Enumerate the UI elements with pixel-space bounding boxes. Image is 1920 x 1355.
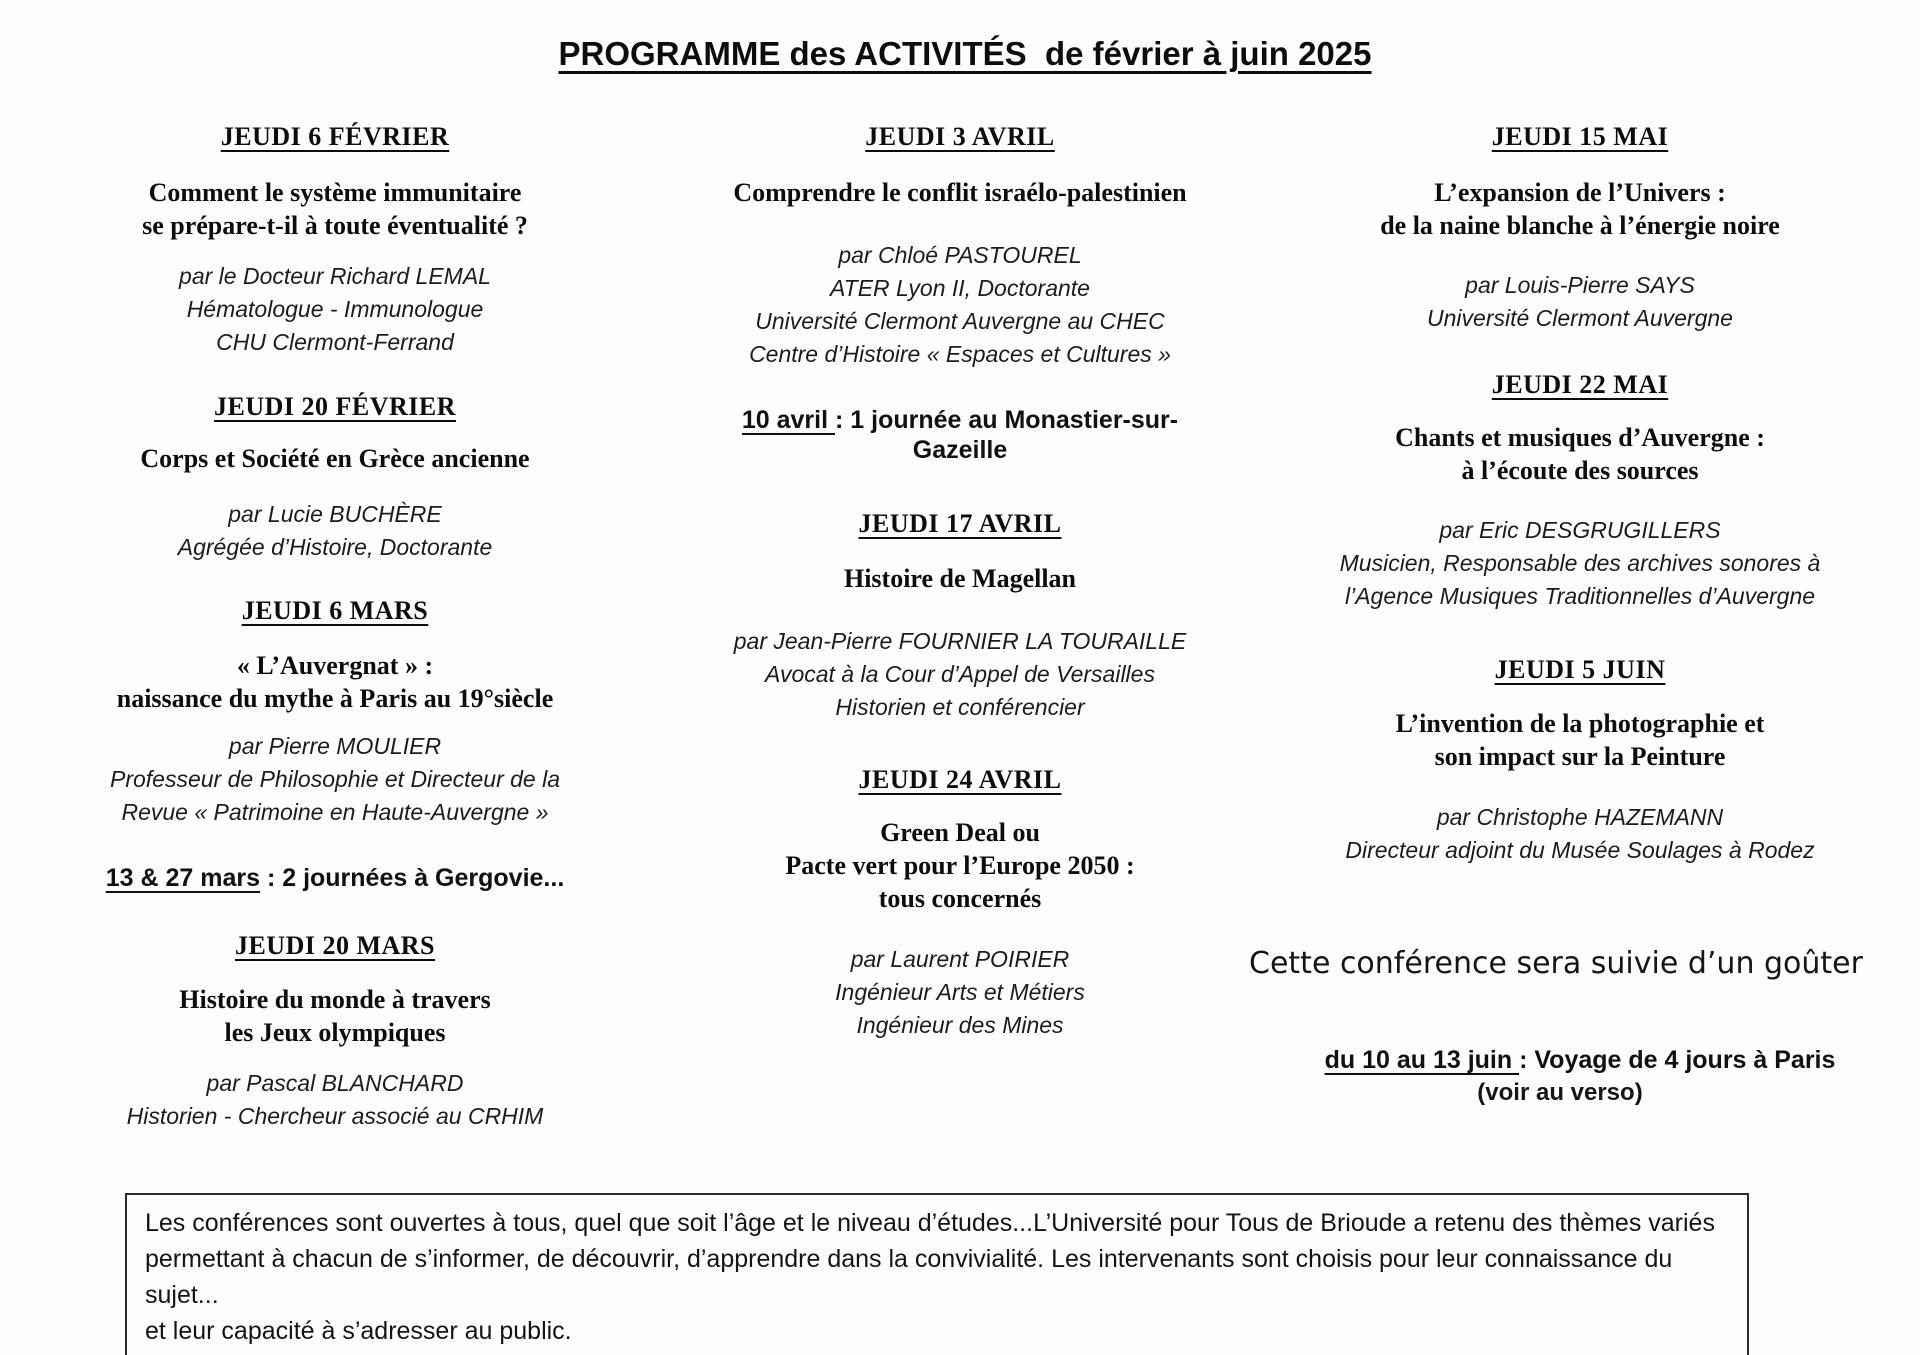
event-title-line: L’expansion de l’Univers : (1434, 178, 1726, 207)
event-title (85, 442, 585, 475)
event-title (1230, 707, 1920, 773)
event-title-line: « L’Auvergnat » : (236, 651, 434, 680)
event-title (85, 983, 585, 1049)
event-speaker (700, 943, 1220, 1042)
event-title (85, 649, 585, 715)
event-date-header: JEUDI 6 FÉVRIER (220, 122, 450, 151)
speaker-line: Historien - Chercheur associé au CRHIM (126, 1103, 544, 1129)
event-title (85, 176, 585, 242)
event-title-line: Corps et Société en Grèce ancienne (140, 444, 530, 473)
speaker-line: par Christophe HAZEMANN (1436, 804, 1724, 830)
event-title-line: Histoire du monde à travers (179, 985, 491, 1014)
speaker-line: Ingénieur Arts et Métiers (835, 979, 1085, 1005)
event-speaker (700, 625, 1220, 724)
column-february-march (85, 0, 585, 1133)
event-title (1230, 421, 1920, 487)
speaker-line: Ingénieur des Mines (856, 1012, 1064, 1038)
info-box-line: permettant à chacun de s’informer, de découvrir, d’apprendre dans la convivialité. Les intervenants sont choisis pour leur connaissance du sujet... (145, 1245, 1673, 1309)
page-title: PROGRAMME des ACTIVITÉS de février à juin 2025 (558, 35, 1372, 72)
event-date-header: JEUDI 15 MAI (1491, 122, 1669, 151)
speaker-line: Avocat à la Cour d’Appel de Versailles (765, 661, 1155, 687)
trip-verso-note: (voir au verso) (1477, 1079, 1643, 1106)
info-box (125, 1193, 1749, 1355)
speaker-line: Historien et conférencier (835, 694, 1085, 720)
excursion-date: 13 & 27 mars (105, 864, 260, 892)
speaker-line: l’Agence Musiques Traditionnelles d’Auvergne (1344, 583, 1816, 609)
event-title-line: Pacte vert pour l’Europe 2050 : (785, 851, 1135, 880)
event-date-header: JEUDI 3 AVRIL (865, 122, 1055, 151)
column-may-june (1230, 0, 1920, 1109)
info-box-line: et leur capacité à s’adresser au public. (145, 1317, 572, 1345)
event-title-line: à l’écoute des sources (1461, 456, 1699, 485)
event-title (700, 816, 1220, 915)
event-title-line: L’invention de la photographie et (1395, 709, 1765, 738)
speaker-line: par Pierre MOULIER (228, 733, 442, 759)
event-title (700, 562, 1220, 595)
event-speaker (1230, 514, 1920, 613)
event-date-header: JEUDI 5 JUIN (1494, 655, 1666, 684)
event-speaker (85, 730, 585, 829)
speaker-line: Hématologue - Immunologue (186, 296, 484, 322)
excursion-note-monastier (700, 405, 1220, 465)
speaker-line: Université Clermont Auvergne au CHEC (755, 308, 1165, 334)
speaker-line: par le Docteur Richard LEMAL (179, 263, 491, 289)
event-title-line: Histoire de Magellan (843, 564, 1077, 593)
speaker-line: par Laurent POIRIER (850, 946, 1070, 972)
trip-text: : Voyage de 4 jours à Paris (1519, 1046, 1836, 1074)
excursion-text: : 2 journées à Gergovie... (260, 864, 565, 892)
event-title (700, 176, 1220, 209)
speaker-line: Revue « Patrimoine en Haute-Auvergne » (121, 799, 549, 825)
excursion-note-gergovie (85, 863, 585, 893)
speaker-line: CHU Clermont-Ferrand (216, 329, 454, 355)
event-title-line: Comprendre le conflit israélo-palestinien (733, 178, 1187, 207)
excursion-date: 10 avril (741, 406, 835, 434)
speaker-line: Agrégée d’Histoire, Doctorante (177, 534, 493, 560)
event-title-line: de la naine blanche à l’énergie noire (1380, 211, 1780, 240)
speaker-line: par Chloé PASTOUREL (838, 242, 1082, 268)
speaker-line: ATER Lyon II, Doctorante (830, 275, 1090, 301)
speaker-line: Professeur de Philosophie et Directeur de la (109, 766, 561, 792)
event-title-line: les Jeux olympiques (224, 1018, 446, 1047)
trip-dates: du 10 au 13 juin (1324, 1046, 1520, 1074)
event-date-header: JEUDI 20 MARS (234, 931, 436, 960)
speaker-line: par Eric DESGRUGILLERS (1439, 517, 1721, 543)
event-title-line: Green Deal ou (880, 818, 1040, 847)
event-date-header: JEUDI 24 AVRIL (858, 765, 1062, 794)
speaker-line: par Jean-Pierre FOURNIER LA TOURAILLE (733, 628, 1187, 654)
speaker-line: par Lucie BUCHÈRE (228, 501, 442, 527)
speaker-line: Directeur adjoint du Musée Soulages à Rodez (1345, 837, 1815, 863)
event-title-line: tous concernés (878, 884, 1042, 913)
speaker-line: par Louis-Pierre SAYS (1465, 272, 1695, 298)
event-title-line: Comment le système immunitaire (148, 178, 522, 207)
excursion-text: : 1 journée au Monastier-sur-Gazeille (835, 406, 1179, 464)
snack-notice: Cette conférence sera suivie d’un goûter (1249, 946, 1863, 981)
event-speaker (1230, 801, 1920, 867)
speaker-line: Musicien, Responsable des archives sonores à (1339, 550, 1821, 576)
event-date-header: JEUDI 17 AVRIL (858, 509, 1062, 538)
trip-line (1230, 1045, 1920, 1075)
event-speaker (700, 239, 1220, 371)
event-date-header: JEUDI 22 MAI (1491, 370, 1669, 399)
event-speaker (1230, 269, 1920, 335)
event-title-line: naissance du mythe à Paris au 19°siècle (116, 684, 554, 713)
speaker-line: par Pascal BLANCHARD (206, 1070, 464, 1096)
event-date-header: JEUDI 6 MARS (241, 596, 429, 625)
paris-trip-note (1230, 1045, 1920, 1109)
event-date-header: JEUDI 20 FÉVRIER (213, 392, 457, 421)
event-title-line: se prépare-t-il à toute éventualité ? (142, 211, 528, 240)
event-speaker (85, 260, 585, 359)
event-speaker (85, 498, 585, 564)
info-box-line: Les conférences sont ouvertes à tous, quel que soit l’âge et le niveau d’études...L’Université pour Tous de Brioude a retenu des thèmes variés (145, 1209, 1715, 1237)
column-april (700, 0, 1220, 1042)
event-title-line: son impact sur la Peinture (1434, 742, 1726, 771)
event-title (1230, 176, 1920, 242)
speaker-line: Université Clermont Auvergne (1427, 305, 1733, 331)
speaker-line: Centre d’Histoire « Espaces et Cultures » (749, 341, 1171, 367)
event-speaker (85, 1067, 585, 1133)
event-title-line: Chants et musiques d’Auvergne : (1395, 423, 1765, 452)
